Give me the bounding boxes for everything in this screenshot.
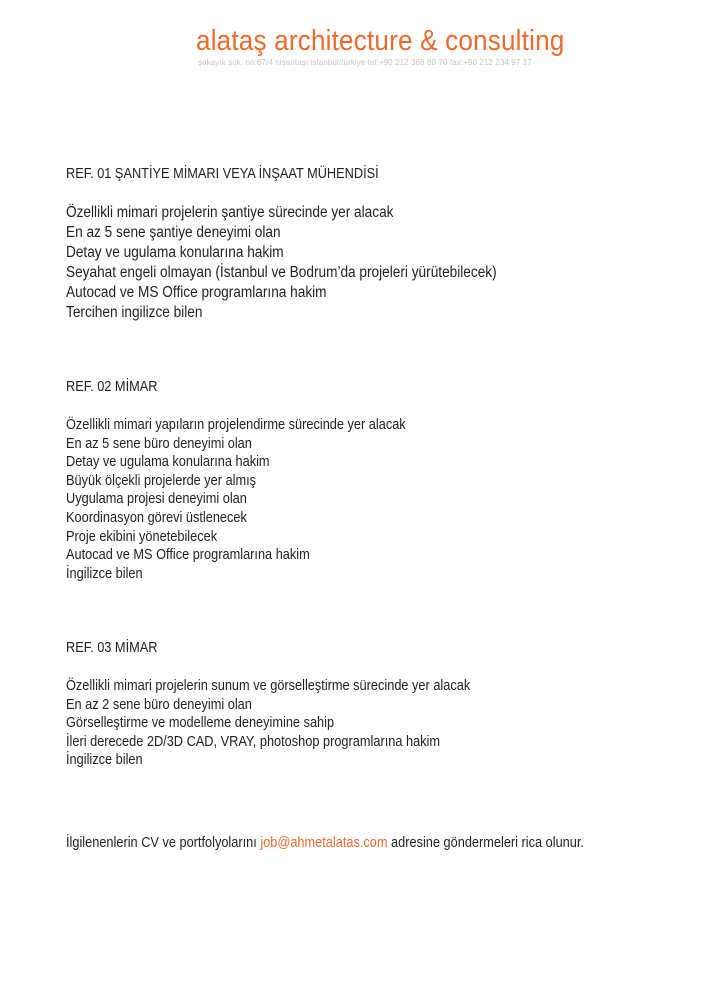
list-item: En az 2 sene büro deneyimi olan [66, 696, 252, 713]
requirements-list-ref-01 [66, 203, 555, 323]
requirements-list-ref-02 [66, 416, 452, 583]
list-item: Proje ekibini yönetebilecek [66, 528, 218, 545]
list-item: Özellikli mimari yapıların projelendirme sürecinde yer alacak [66, 417, 406, 433]
company-address: şakayık sok. no:67/4 nişantaşı istanbul/türkiye tel:+90 212 368 80 70 fax:+90 212 234 97 37 [198, 58, 532, 67]
company-name: alataş architecture & consulting [196, 25, 565, 57]
list-item: İngilizce bilen [66, 565, 143, 582]
list-item: Autocad ve MS Office programlarına hakim [66, 284, 327, 301]
email-link[interactable]: job@ahmetalatas.com [260, 835, 388, 851]
list-item: Seyahat engeli olmayan (İstanbul ve Bodrum’da projeleri yürütebilecek) [66, 264, 497, 281]
list-item: En az 5 sene şantiye deneyimi olan [66, 224, 281, 241]
application-note-tail: adresine göndermeleri rica olunur. [387, 835, 584, 851]
section-title-ref-02: REF. 02 MİMAR [66, 379, 158, 395]
application-note [66, 834, 584, 852]
list-item: Detay ve ugulama konularına hakim [66, 244, 284, 261]
requirements-list-ref-03 [66, 677, 525, 770]
list-item: Görselleştirme ve modelleme deneyimine sahip [66, 715, 335, 732]
application-note-lead: İlgilenenlerin CV ve portfolyolarını [66, 835, 261, 851]
list-item: En az 5 sene büro deneyimi olan [66, 435, 252, 452]
section-title-ref-03: REF. 03 MİMAR [66, 640, 158, 656]
list-item: İngilizce bilen [66, 752, 143, 769]
list-item: Koordinasyon görevi üstlenecek [66, 509, 247, 526]
list-item: Autocad ve MS Office programlarına hakim [66, 547, 310, 564]
list-item: Özellikli mimari projelerin sunum ve görselleştirme sürecinde yer alacak [66, 678, 471, 694]
list-item: Uygulama projesi deneyimi olan [66, 491, 247, 508]
list-item: Detay ve ugulama konularına hakim [66, 454, 270, 471]
list-item: Büyük ölçekli projelerde yer almış [66, 472, 257, 489]
list-item: Özellikli mimari projelerin şantiye sürecinde yer alacak [66, 204, 394, 221]
list-item: Tercihen ingilizce bilen [66, 304, 203, 321]
list-item: İleri derecede 2D/3D CAD, VRAY, photoshop programlarına hakim [66, 733, 441, 750]
section-title-ref-01: REF. 01 ŞANTİYE MİMARI VEYA İNŞAAT MÜHENDİSİ [66, 166, 379, 182]
